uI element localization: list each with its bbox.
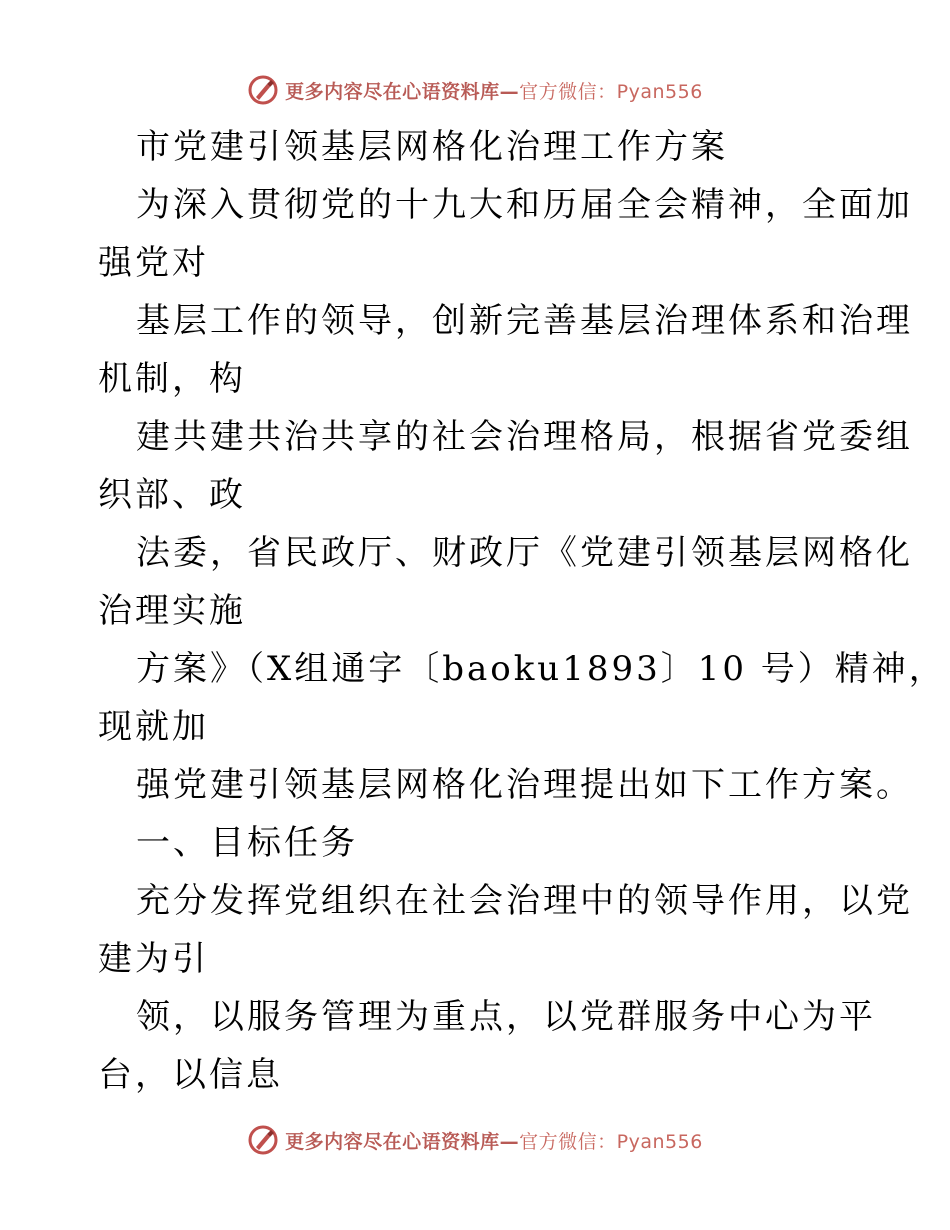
text-line: 法委，省民政厅、财政厅《党建引领基层网格化 [136, 533, 913, 573]
text-line: 织部、政 [98, 475, 246, 515]
pen-logo-icon [247, 1124, 279, 1156]
header-watermark [0, 70, 950, 110]
text-line: 基层工作的领导，创新完善基层治理体系和治理 [136, 301, 913, 341]
text-line: 充分发挥党组织在社会治理中的领导作用，以党 [136, 881, 913, 921]
watermark-text: 更多内容尽在心语资料库—官方微信：Pyan556 [285, 1130, 703, 1153]
document-body [98, 118, 946, 1104]
text-line: 为深入贯彻党的十九大和历届全会精神，全面加 [136, 185, 913, 225]
text-line: 机制，构 [98, 359, 246, 399]
footer-watermark [0, 1120, 950, 1160]
text-line: 现就加 [98, 707, 209, 747]
watermark-text: 更多内容尽在心语资料库—官方微信：Pyan556 [285, 80, 703, 103]
text-line: 方案》（X组通字〔baoku1893〕10 号）精神， [136, 649, 946, 689]
text-line: 一、目标任务 [136, 823, 358, 863]
pen-logo-icon [247, 74, 279, 106]
text-line: 建共建共治共享的社会治理格局，根据省党委组 [136, 417, 913, 457]
text-line: 建为引 [98, 939, 209, 979]
text-line: 台，以信息 [98, 1055, 283, 1095]
text-line: 市党建引领基层网格化治理工作方案 [136, 127, 728, 167]
text-line: 强党对 [98, 243, 209, 283]
text-line: 治理实施 [98, 591, 246, 631]
text-line: 领，以服务管理为重点，以党群服务中心为平 [136, 997, 876, 1037]
text-line: 强党建引领基层网格化治理提出如下工作方案。 [136, 765, 913, 805]
